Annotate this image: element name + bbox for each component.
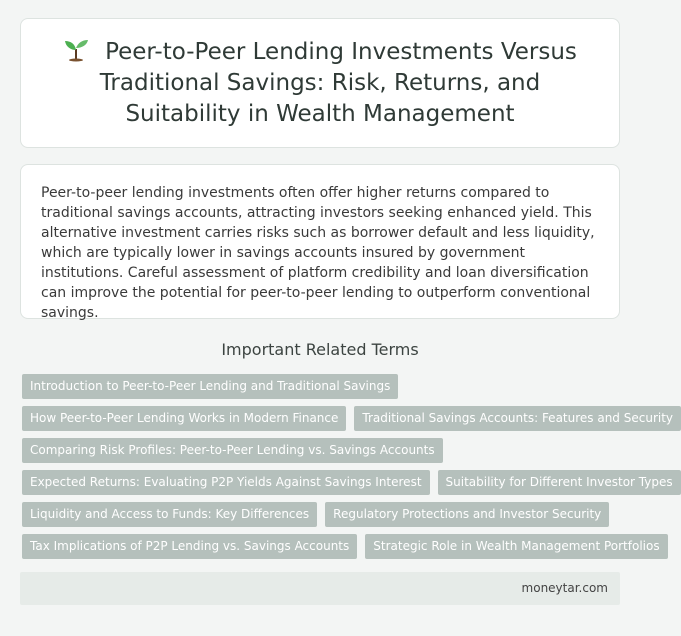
related-terms-heading: Important Related Terms <box>221 340 419 359</box>
term-tag[interactable]: Regulatory Protections and Investor Security <box>325 502 609 527</box>
tag-row <box>22 438 622 463</box>
tag-row <box>22 470 673 495</box>
term-tag[interactable]: Tax Implications of P2P Lending vs. Savings Accounts <box>22 534 357 559</box>
term-tag[interactable]: Introduction to Peer-to-Peer Lending and Traditional Savings <box>22 374 398 399</box>
tag-row <box>22 374 622 399</box>
summary-card <box>20 164 620 319</box>
term-tag[interactable]: Expected Returns: Evaluating P2P Yields Against Savings Interest <box>22 470 430 495</box>
tag-row <box>22 406 674 431</box>
footer <box>20 572 620 605</box>
tag-row <box>22 534 660 559</box>
related-terms-list <box>22 374 674 566</box>
tag-row <box>22 502 622 527</box>
term-tag[interactable]: Traditional Savings Accounts: Features and Security <box>354 406 681 431</box>
page-title <box>21 37 619 130</box>
summary-text: Peer-to-peer lending investments often offer higher returns compared to traditional savings accounts, attracting investors seeking enhanced yield. This alternative investment carries risks such as borrower default and less liquidity, which are typically lower in savings accounts insured by government institutions. Careful assessment of platform credibility and loan diversification can improve the potential for peer-to-peer lending to outperform conventional savings. <box>41 185 595 321</box>
site-link[interactable]: moneytar.com <box>521 581 608 595</box>
term-tag[interactable]: How Peer-to-Peer Lending Works in Modern Finance <box>22 406 346 431</box>
sprout-icon <box>63 39 89 61</box>
term-tag[interactable]: Strategic Role in Wealth Management Portfolios <box>365 534 667 559</box>
title-card <box>20 18 620 148</box>
term-tag[interactable]: Liquidity and Access to Funds: Key Differences <box>22 502 317 527</box>
term-tag[interactable]: Suitability for Different Investor Types <box>438 470 681 495</box>
title-text: Peer-to-Peer Lending Investments Versus Traditional Savings: Risk, Returns, and Suitability in Wealth Management <box>99 38 577 127</box>
term-tag[interactable]: Comparing Risk Profiles: Peer-to-Peer Lending vs. Savings Accounts <box>22 438 443 463</box>
